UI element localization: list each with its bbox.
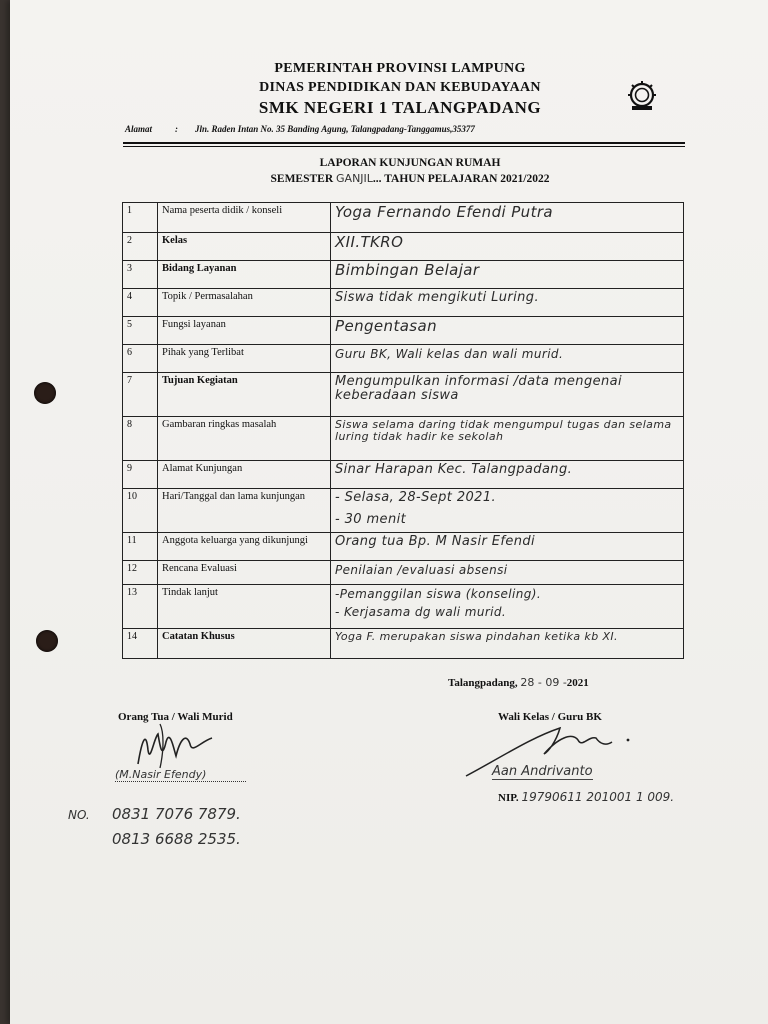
row-number: 3 [123, 261, 158, 289]
phone-line-2 [68, 827, 241, 851]
phone-number-2: 0813 6688 2535. [112, 830, 241, 848]
letterhead-divider-thick [123, 142, 685, 144]
row-value-line-1: - Selasa, 28-Sept 2021. [335, 490, 497, 505]
row-value: Yoga Fernando Efendi Putra [331, 203, 684, 233]
row-label: Topik / Permasalahan [158, 289, 331, 317]
row-value: Pengentasan [331, 317, 684, 345]
address-label: Alamat [125, 124, 153, 134]
table-row [123, 585, 684, 629]
row-label: Fungsi layanan [158, 317, 331, 345]
nip-value: 19790611 201001 1 009. [521, 790, 675, 804]
table-row [123, 289, 684, 317]
year-text: 2021 [566, 677, 589, 689]
row-value: Mengumpulkan informasi /data mengenai keberadaan siswa [331, 373, 684, 417]
teacher-signature-label: Wali Kelas / Guru BK [498, 711, 602, 723]
report-title-line-2 [160, 171, 660, 187]
row-label: Gambaran ringkas masalah [158, 417, 331, 461]
row-value: Orang tua Bp. M Nasir Efendi [331, 533, 684, 561]
table-row [123, 561, 684, 585]
phone-number-1: 0831 7076 7879. [112, 805, 241, 823]
row-label: Pihak yang Terlibat [158, 345, 331, 373]
school-address [125, 124, 685, 134]
table-row [123, 533, 684, 561]
table-row [123, 373, 684, 417]
row-label: Rencana Evaluasi [158, 561, 331, 585]
phone-line-1 [68, 802, 241, 827]
row-number: 7 [123, 373, 158, 417]
table-row [123, 261, 684, 289]
visit-report-table [122, 202, 684, 659]
phone-numbers [68, 802, 241, 851]
row-label: Kelas [158, 233, 331, 261]
report-title-line-1: LAPORAN KUNJUNGAN RUMAH [319, 157, 501, 169]
table-row [123, 629, 684, 659]
table-row [123, 233, 684, 261]
row-value-line-1: -Pemanggilan siswa (konseling). [335, 587, 542, 601]
table-row [123, 417, 684, 461]
semester-suffix: ... TAHUN PELAJARAN 2021/2022 [372, 173, 550, 185]
gear-emblem-icon [626, 80, 658, 112]
row-value: Sinar Harapan Kec. Talangpadang. [331, 461, 684, 489]
row-number: 8 [123, 417, 158, 461]
row-number: 10 [123, 489, 158, 533]
semester-value: GANJIL [336, 172, 373, 185]
row-number: 14 [123, 629, 158, 659]
row-label: Tindak lanjut [158, 585, 331, 629]
teacher-nip [498, 790, 674, 804]
row-value: Penilaian /evaluasi absensi [331, 561, 684, 585]
row-label: Nama peserta didik / konseli [158, 203, 331, 233]
place-text: Talangpadang, [448, 677, 518, 689]
row-number: 6 [123, 345, 158, 373]
letterhead-line-1: PEMERINTAH PROVINSI LAMPUNG [274, 61, 526, 76]
parent-signature-icon [130, 720, 220, 772]
table-row [123, 461, 684, 489]
row-value [331, 585, 684, 629]
phone-label: NO. [68, 808, 90, 822]
row-value: XII.TKRO [331, 233, 684, 261]
row-label: Bidang Layanan [158, 261, 331, 289]
row-number: 4 [123, 289, 158, 317]
row-value-line-2: - 30 menit [335, 512, 407, 527]
teacher-name: Aan Andrivanto [492, 764, 593, 779]
row-label: Hari/Tanggal dan lama kunjungan [158, 489, 331, 533]
row-value: Guru BK, Wali kelas dan wali murid. [331, 345, 684, 373]
row-number: 5 [123, 317, 158, 345]
letterhead-school-name: SMK NEGERI 1 TALANGPADANG [258, 98, 542, 117]
table-row [123, 345, 684, 373]
row-label: Alamat Kunjungan [158, 461, 331, 489]
row-number: 11 [123, 533, 158, 561]
punch-hole-top [34, 382, 56, 404]
punch-hole-bottom [36, 630, 58, 652]
document-page [10, 0, 768, 1024]
parent-name: (M.Nasir Efendy) [115, 768, 246, 782]
place-date [448, 676, 688, 689]
letterhead-line-2: DINAS PENDIDIKAN DAN KEBUDAYAAN [259, 80, 541, 95]
row-number: 1 [123, 203, 158, 233]
row-number: 9 [123, 461, 158, 489]
table-row [123, 203, 684, 233]
row-label: Catatan Khusus [158, 629, 331, 659]
table-row [123, 317, 684, 345]
address-text: Jln. Raden Intan No. 35 Banding Agung, Talangpadang-Tanggamus,35377 [195, 124, 475, 134]
row-value: Bimbingan Belajar [331, 261, 684, 289]
row-label: Tujuan Kegiatan [158, 373, 331, 417]
row-number: 13 [123, 585, 158, 629]
table-row [123, 489, 684, 533]
row-value [331, 489, 684, 533]
report-title [160, 156, 660, 187]
address-colon: : [175, 124, 178, 134]
letterhead [110, 60, 690, 119]
nip-label: NIP. [498, 792, 519, 804]
date-handwritten: 28 - 09 - [520, 676, 567, 689]
row-value: Siswa selama daring tidak mengumpul tugas dan selama luring tidak hadir ke sekolah [331, 417, 684, 461]
semester-prefix: SEMESTER [270, 173, 334, 185]
row-number: 12 [123, 561, 158, 585]
row-number: 2 [123, 233, 158, 261]
row-value-line-2: - Kerjasama dg wali murid. [335, 605, 507, 619]
row-value: Yoga F. merupakan siswa pindahan ketika kb XI. [331, 629, 684, 659]
letterhead-divider-thin [123, 146, 685, 147]
parent-signature-label: Orang Tua / Wali Murid [118, 711, 233, 723]
row-label: Anggota keluarga yang dikunjungi [158, 533, 331, 561]
row-value: Siswa tidak mengikuti Luring. [331, 289, 684, 317]
